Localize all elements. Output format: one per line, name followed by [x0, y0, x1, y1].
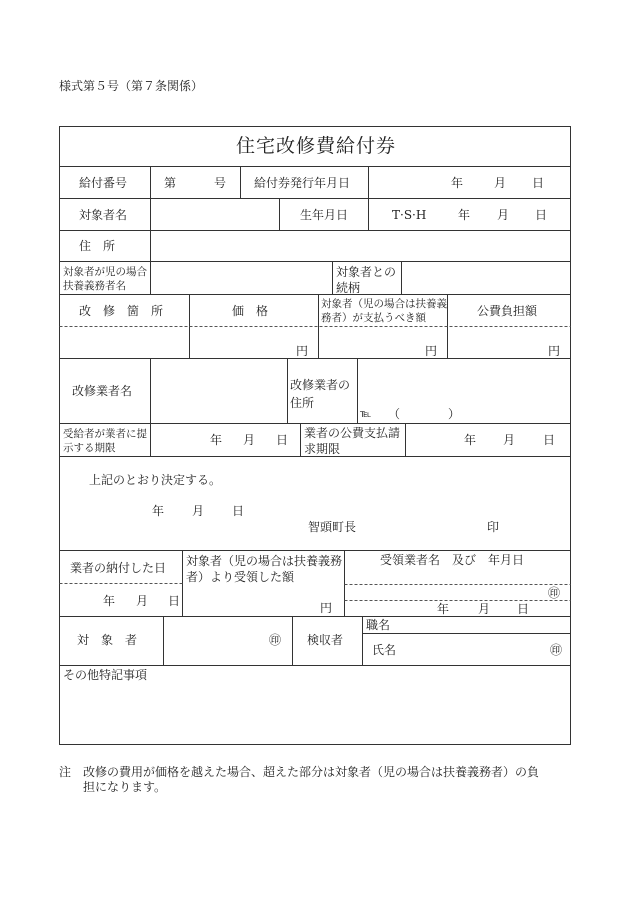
decision-year-label: 年 — [152, 504, 165, 518]
birth-day-label: 日 — [535, 208, 548, 222]
tel-icon: ℡ — [360, 408, 372, 420]
birth-month-label: 月 — [497, 208, 510, 222]
subject-inkan-icon: ㊞ — [269, 633, 282, 647]
price-label: 価 格 — [232, 304, 269, 318]
issue-date-label: 給付券発行年月日 — [254, 176, 351, 190]
dai-label: 第 — [164, 176, 177, 190]
payer-yen-label: 円 — [425, 344, 438, 358]
claim-year-label: 年 — [464, 433, 477, 447]
form-title: 住宅改修費給付券 — [236, 135, 397, 157]
claim-month-label: 月 — [503, 433, 516, 447]
received-amount-label: 対象者（児の場合は扶養義務者）より受領した額 — [186, 554, 343, 584]
deadline-day-label: 日 — [276, 433, 289, 447]
delivered-month-label: 月 — [136, 594, 149, 608]
address-label: 住 所 — [79, 239, 116, 253]
mayor-label: 智頭町長 — [308, 520, 357, 534]
deadline-year-label: 年 — [210, 433, 223, 447]
benefit-number-label: 給付番号 — [79, 176, 128, 190]
claim-deadline-label: 業者の公費支払請求期限 — [304, 426, 401, 456]
guardian-name-label: 対象者が児の場合扶養義務者名 — [63, 266, 147, 292]
contractor-name-label: 改修業者名 — [72, 384, 133, 398]
inspector-label: 検収者 — [307, 633, 344, 647]
footnote-mark: 注 — [59, 765, 72, 779]
decision-day-label: 日 — [232, 504, 245, 518]
price-yen-label: 円 — [296, 344, 309, 358]
inspector-name-label: 氏名 — [372, 643, 397, 657]
post-label: 職名 — [366, 618, 391, 632]
received-yen-label: 円 — [320, 601, 333, 615]
decision-month-label: 月 — [192, 504, 205, 518]
issue-month-label: 月 — [494, 176, 507, 190]
footnote-line2: 担になります。 — [83, 780, 167, 794]
subject-name-label: 対象者名 — [79, 208, 128, 222]
notes-label: その他特記事項 — [63, 668, 148, 682]
contractor-address-label: 改修業者の住所 — [290, 378, 351, 410]
delivered-day-label: 日 — [168, 594, 181, 608]
birth-date-label: 生年月日 — [300, 208, 349, 222]
issue-year-label: 年 — [451, 176, 464, 190]
subject-label: 対 象 者 — [77, 633, 138, 647]
issue-day-label: 日 — [532, 176, 545, 190]
mayor-seal-icon: 印 — [487, 520, 500, 534]
receiver-year-label: 年 — [437, 602, 450, 616]
inspector-inkan-icon: ㊞ — [550, 643, 563, 657]
public-cost-label: 公費負担額 — [477, 304, 538, 318]
birth-year-label: 年 — [458, 208, 471, 222]
receiver-month-label: 月 — [478, 602, 491, 616]
go-label: 号 — [214, 176, 227, 190]
delivered-date-label: 業者の納付した日 — [70, 561, 167, 575]
era-label: T·S·H — [392, 208, 427, 222]
location-label: 改 修 箇 所 — [79, 304, 164, 318]
claim-day-label: 日 — [543, 433, 556, 447]
payer-amount-label: 対象者（児の場合は扶養義務者）が支払うべき額 — [321, 298, 447, 324]
footnote-line1: 改修の費用が価格を越えた場合、超えた部分は対象者（児の場合は扶養義務者）の負 — [83, 765, 540, 779]
receiver-inkan-icon: ㊞ — [548, 586, 561, 600]
deadline-month-label: 月 — [243, 433, 256, 447]
presentation-deadline-label: 受給者が業者に提示する期限 — [63, 428, 147, 454]
relation-label: 対象者との続柄 — [336, 265, 397, 295]
decision-text: 上記のとおり決定する。 — [89, 473, 222, 487]
delivered-year-label: 年 — [103, 594, 116, 608]
public-yen-label: 円 — [548, 344, 561, 358]
form-number: 様式第５号（第７条関係） — [59, 79, 204, 93]
receiver-day-label: 日 — [517, 602, 530, 616]
receiver-label: 受領業者名 及び 年月日 — [380, 553, 525, 567]
tel-parentheses: （ ） — [388, 407, 461, 421]
